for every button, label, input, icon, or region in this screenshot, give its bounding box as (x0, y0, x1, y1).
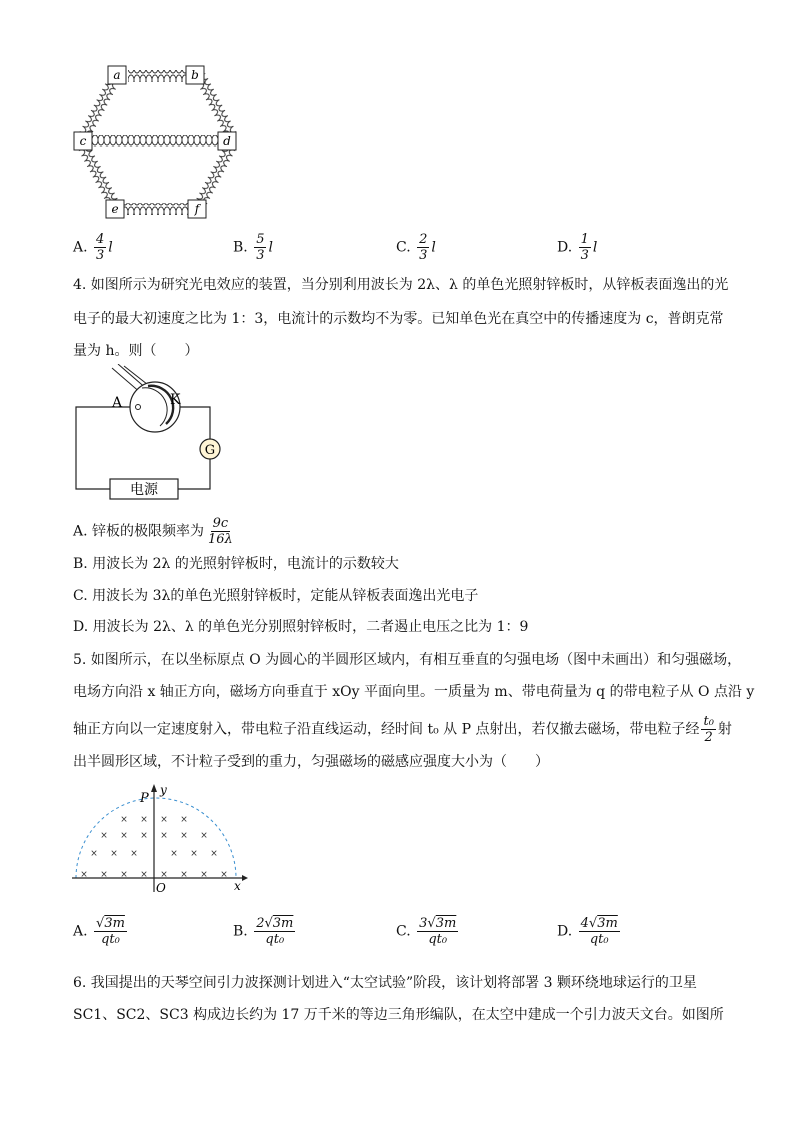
q4-option-c[interactable]: C. 用波长为 3λ的单色光照射锌板时，定能从锌板表面逸出光电子 (73, 588, 479, 604)
q4-stem-line3: 量为 h。则（ ） (73, 343, 199, 359)
q6-stem-line1: 6. 我国提出的天琴空间引力波探测计划进入“太空试验”阶段，该计划将部署 3 颗环绕地球运行的卫星 (73, 975, 697, 991)
power-source-label: 电源 (130, 482, 158, 498)
q5-option-b[interactable]: B. $\frac{2√3m}{\text{qt₀}}$ (233, 916, 294, 947)
svg-text:×: × (170, 849, 178, 859)
q3-option-a[interactable]: A. $\frac{4}{3}$ l (73, 232, 113, 263)
cathode-label: K (170, 392, 181, 408)
q3-option-d[interactable]: D. $\frac{1}{3}$ l (557, 232, 598, 263)
svg-text:×: × (210, 849, 218, 859)
block-f-label: f (194, 202, 200, 216)
anode-label: A (112, 395, 123, 411)
svg-text:×: × (200, 870, 208, 880)
q4-stem-line1: 4. 如图所示为研究光电效应的装置，当分别利用波长为 2λ、λ 的单色光照射锌板时，从锌板表面逸出的光 (73, 277, 729, 293)
x-axis-label: x (234, 879, 241, 893)
q5-stem-line4: 出半圆形区域，不计粒子受到的重力，匀强磁场的磁感应强度大小为（ ） (73, 754, 549, 770)
svg-text:×: × (180, 815, 188, 825)
q5-option-a[interactable]: A. $\frac{√3m}{\text{qt₀}}$ (73, 916, 125, 947)
q6-stem-line2: SC1、SC2、SC3 构成边长约为 17 万千米的等边三角形编队，在太空中建成一个引力波天文台。如图所 (73, 1007, 724, 1023)
point-p-label: P (140, 791, 149, 806)
photoelectric-circuit-figure (70, 364, 230, 500)
svg-text:×: × (140, 831, 148, 841)
q3-option-c[interactable]: C. $\frac{2}{3}$ l (396, 232, 436, 263)
svg-text:×: × (200, 831, 208, 841)
q5-stem-line2: 电场方向沿 x 轴正方向，磁场方向垂直于 xOy 平面向里。一质量为 m、带电荷量为 q 的带电粒子从 O 点沿 y (73, 684, 755, 700)
y-axis-label: y (160, 783, 167, 797)
q5-stem-line1: 5. 如图所示，在以坐标原点 O 为圆心的半圆形区域内，有相互垂直的匀强电场（图中未画出）和匀强磁场， (73, 652, 742, 668)
svg-text:×: × (100, 831, 108, 841)
q5-option-d[interactable]: D. $\frac{4√3m}{\text{qt₀}}$ (557, 916, 618, 947)
svg-text:×: × (140, 815, 148, 825)
svg-text:×: × (100, 870, 108, 880)
svg-text:×: × (160, 831, 168, 841)
block-a-label: a (113, 68, 121, 82)
svg-text:×: × (190, 849, 198, 859)
q4-option-d[interactable]: D. 用波长为 2λ、λ 的单色光分别照射锌板时，二者遏止电压之比为 1：9 (73, 619, 529, 635)
svg-text:×: × (160, 870, 168, 880)
galvanometer-label: G (204, 443, 216, 458)
svg-text:×: × (180, 831, 188, 841)
block-d-label: d (223, 134, 231, 148)
svg-text:×: × (120, 870, 128, 880)
svg-text:×: × (180, 870, 188, 880)
q3-option-b[interactable]: B. $\frac{5}{3}$ l (233, 232, 273, 263)
q4-option-a[interactable]: A. 锌板的极限频率为 $\frac{9c}{16\lambda}$ (73, 516, 233, 547)
svg-text:×: × (90, 849, 98, 859)
block-e-label: e (111, 202, 119, 216)
svg-text:×: × (140, 870, 148, 880)
svg-text:×: × (120, 831, 128, 841)
svg-text:×: × (80, 870, 88, 880)
spring-hexagon-figure (68, 62, 248, 224)
q5-option-c[interactable]: C. $\frac{3√3m}{\text{qt₀}}$ (396, 916, 457, 947)
q5-stem-line3: 轴正方向以一定速度射入，带电粒子沿直线运动，经时间 t₀ 从 P 点射出，若仅撤去磁场，带电粒子经 $\frac{\text{t₀}}{2}$ 射 (73, 714, 732, 745)
svg-text:×: × (220, 870, 228, 880)
origin-label: O (156, 881, 166, 894)
svg-text:×: × (120, 815, 128, 825)
svg-text:×: × (130, 849, 138, 859)
block-c-label: c (79, 134, 87, 148)
svg-text:×: × (110, 849, 118, 859)
q4-option-b[interactable]: B. 用波长为 2λ 的光照射锌板时，电流计的示数较大 (73, 556, 399, 572)
block-b-label: b (191, 68, 199, 82)
semicircle-field-figure (70, 782, 250, 894)
svg-text:×: × (160, 815, 168, 825)
q4-stem-line2: 电子的最大初速度之比为 1：3，电流计的示数均不为零。已知单色光在真空中的传播速度为 c，普朗克常 (73, 311, 724, 327)
